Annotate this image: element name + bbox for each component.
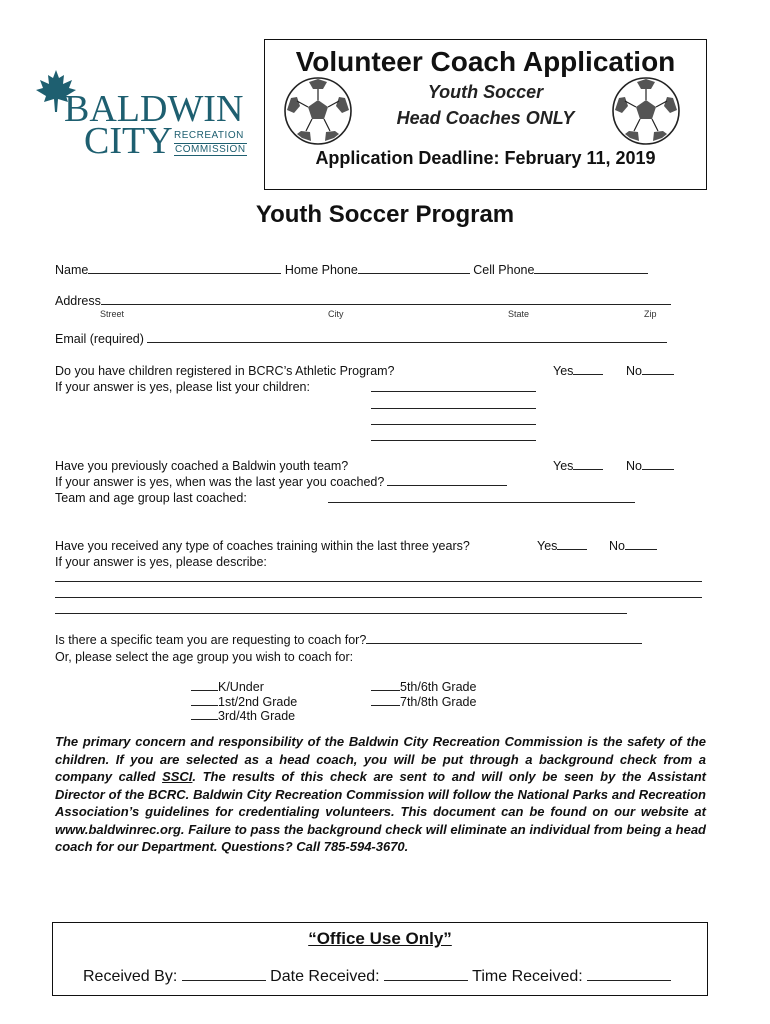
q3-followup: If your answer is yes, please describe:: [55, 555, 267, 569]
last-year-coached-field[interactable]: [387, 474, 507, 486]
email-label: Email (required): [55, 332, 144, 346]
requested-team-field[interactable]: [366, 632, 642, 644]
q1-no-field[interactable]: [642, 363, 674, 375]
date-received-label: Date Received:: [270, 968, 380, 985]
training-description-line[interactable]: [55, 597, 702, 598]
age-group-option: [191, 679, 264, 695]
age-group-checkbox[interactable]: [191, 708, 218, 720]
age-group-label: 3rd/4th Grade: [218, 709, 296, 723]
q2-followup-team: Team and age group last coached:: [55, 491, 247, 505]
q2-text: Have you previously coached a Baldwin youth team?: [55, 459, 349, 473]
children-line[interactable]: [371, 391, 536, 392]
age-group-checkbox[interactable]: [191, 694, 218, 706]
home-phone-label: Home Phone: [284, 263, 358, 277]
logo-sub2: COMMISSION: [175, 144, 246, 155]
q2-yes: [553, 458, 603, 474]
q4-row: [55, 632, 642, 648]
soccer-ball-icon: [283, 76, 353, 146]
q1-text: Do you have children registered in BCRC’s Athletic Program?: [55, 364, 395, 378]
background-check-policy: [55, 733, 706, 856]
team-age-group-field[interactable]: [328, 502, 635, 503]
children-line[interactable]: [371, 424, 536, 425]
q1-followup: If your answer is yes, please list your children:: [55, 380, 310, 394]
children-line[interactable]: [371, 408, 536, 409]
address-row: [55, 293, 671, 309]
q2-yes-label: Yes: [553, 459, 574, 473]
address-zip-caption: Zip: [644, 309, 657, 319]
received-by-field[interactable]: [182, 967, 266, 981]
age-group-label: 7th/8th Grade: [400, 695, 477, 709]
q3-no-field[interactable]: [625, 538, 657, 550]
q2-year-label: If your answer is yes, when was the last year you coached?: [55, 475, 385, 489]
q1-no: [626, 363, 674, 379]
name-field[interactable]: [88, 262, 281, 274]
office-use-box: [52, 922, 708, 996]
training-description-line[interactable]: [55, 581, 702, 582]
q3-text: Have you received any type of coaches training within the last three years?: [55, 539, 470, 553]
age-group-label: 5th/6th Grade: [400, 680, 477, 694]
age-group-label: 1st/2nd Grade: [218, 695, 298, 709]
q2-no: [626, 458, 674, 474]
logo: [36, 70, 246, 160]
age-group-label: K/Under: [218, 680, 264, 694]
address-field[interactable]: [101, 293, 671, 305]
q1-no-label: No: [626, 364, 642, 378]
contact-row: [55, 262, 648, 278]
q3-no-label: No: [609, 539, 625, 553]
q1-yes-field[interactable]: [573, 363, 603, 375]
logo-name-line1: BALDWIN: [64, 88, 244, 130]
training-description-line[interactable]: [55, 613, 627, 614]
q3-yes: [537, 538, 587, 554]
q4-followup: Or, please select the age group you wish to coach for:: [55, 650, 354, 664]
q2-followup-year: [55, 474, 507, 490]
email-field[interactable]: [147, 331, 667, 343]
address-city-caption: City: [328, 309, 344, 319]
q1-yes-label: Yes: [553, 364, 574, 378]
name-label: Name: [55, 263, 89, 277]
address-street-caption: Street: [100, 309, 125, 319]
policy-text-before: The primary concern and responsibility of the Baldwin City Recreation Commission is the safety of the children. If you are selected as a head coach, you will be put through a background check from a company called: [55, 734, 706, 784]
children-line[interactable]: [371, 440, 536, 441]
q3-yes-field[interactable]: [557, 538, 587, 550]
q3-yes-label: Yes: [537, 539, 558, 553]
q1-yes: [553, 363, 603, 379]
soccer-ball-icon: [611, 76, 681, 146]
q2-no-label: No: [626, 459, 642, 473]
age-group-option: [371, 679, 476, 695]
date-received-field[interactable]: [384, 967, 468, 981]
home-phone-field[interactable]: [358, 262, 470, 274]
application-deadline: Application Deadline: February 11, 2019: [315, 148, 656, 168]
logo-name-line2: CITY: [84, 120, 173, 162]
office-use-title: “Office Use Only”: [308, 929, 452, 948]
policy-company: SSCI: [162, 769, 193, 784]
received-by-label: Received By:: [83, 968, 178, 985]
address-state-caption: State: [508, 309, 530, 319]
q3-no: [609, 538, 657, 554]
form-subtitle-sport: Youth Soccer: [427, 82, 544, 102]
office-fields: [83, 967, 671, 986]
age-group-checkbox[interactable]: [191, 679, 218, 691]
policy-text-after: . The results of this check are sent to and will only be seen by the Assistant Director of the BCRC. Baldwin City Recreation Commission will follow the National Parks and Recreation Association’s guidelines for credentialing volunteers. This document can be found on our website at www.baldwinrec.org. Failure to pass the background check will eliminate an individual from being a head coach for our Department. Questions? Call 785-594-3670.: [55, 769, 706, 854]
cell-phone-label: Cell Phone: [473, 263, 535, 277]
q2-no-field[interactable]: [642, 458, 674, 470]
time-received-label: Time Received:: [472, 968, 583, 985]
email-row: [55, 331, 667, 347]
form-subtitle-role: Head Coaches ONLY: [396, 108, 575, 128]
q4-text: Is there a specific team you are requesting to coach for?: [55, 633, 367, 647]
age-group-option: [371, 694, 476, 710]
form-title: Volunteer Coach Application: [295, 46, 676, 77]
age-group-option: [191, 708, 295, 724]
program-title: Youth Soccer Program: [255, 201, 515, 228]
age-group-checkbox[interactable]: [371, 694, 400, 706]
logo-sub1: RECREATION: [174, 130, 244, 141]
address-label: Address: [55, 294, 101, 308]
cell-phone-field[interactable]: [534, 262, 648, 274]
q2-yes-field[interactable]: [573, 458, 603, 470]
header-box: [264, 39, 707, 190]
age-group-checkbox[interactable]: [371, 679, 400, 691]
time-received-field[interactable]: [587, 967, 671, 981]
